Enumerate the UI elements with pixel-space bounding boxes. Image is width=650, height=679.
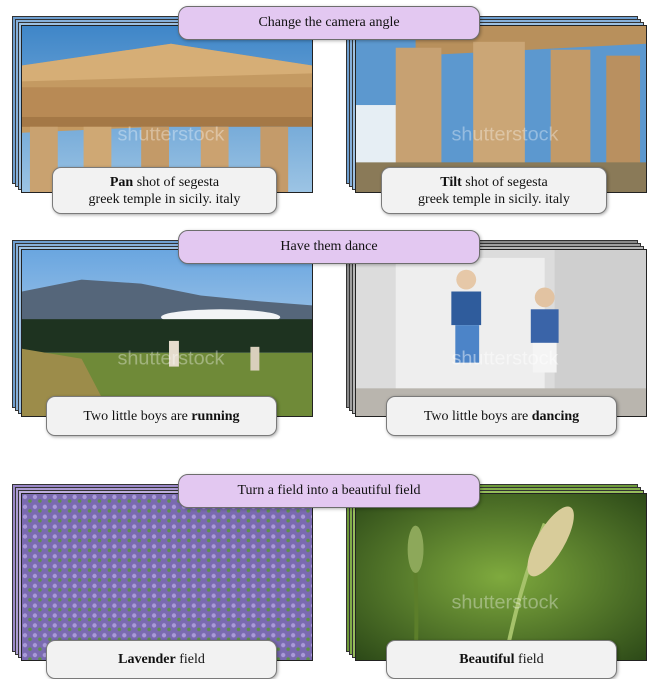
caption-pan-line2: greek temple in sicily. italy [88, 191, 241, 207]
banner-camera-angle: Change the camera angle [178, 6, 480, 40]
watermark-text: shutterstock [451, 123, 559, 146]
caption-lavender [46, 640, 277, 679]
caption-beautiful-bold: Beautiful [459, 652, 515, 667]
lavender-field-image [21, 493, 313, 661]
beautiful-field-image [355, 493, 647, 661]
caption-tilt-line2: greek temple in sicily. italy [418, 191, 570, 207]
caption-running [46, 396, 277, 436]
watermark-text: shutterstock [117, 123, 225, 146]
caption-beautiful [386, 640, 617, 679]
caption-tilt-rest: shot of segesta [461, 174, 548, 190]
caption-running-bold: running [191, 408, 240, 424]
caption-beautiful-rest: field [514, 652, 544, 667]
caption-dancing [386, 396, 617, 436]
caption-lavender-rest: field [175, 652, 205, 667]
caption-pan-bold: Pan [109, 174, 134, 190]
banner-dance: Have them dance [178, 230, 480, 264]
caption-running-prefix: Two little boys are [83, 408, 192, 424]
caption-dancing-bold: dancing [531, 408, 580, 424]
watermark-text: shutterstock [117, 347, 225, 370]
caption-pan [52, 167, 277, 214]
boys-dancing-image [355, 249, 647, 417]
boys-running-image [21, 249, 313, 417]
caption-tilt-bold: Tilt [440, 174, 462, 190]
caption-lavender-bold: Lavender [118, 652, 176, 667]
banner-field: Turn a field into a beautiful field [178, 474, 480, 508]
watermark-text: shutterstock [451, 347, 559, 370]
caption-tilt [381, 167, 607, 214]
caption-pan-rest: shot of segesta [133, 174, 220, 190]
watermark-text: shutterstock [451, 591, 559, 614]
caption-dancing-prefix: Two little boys are [423, 408, 532, 424]
